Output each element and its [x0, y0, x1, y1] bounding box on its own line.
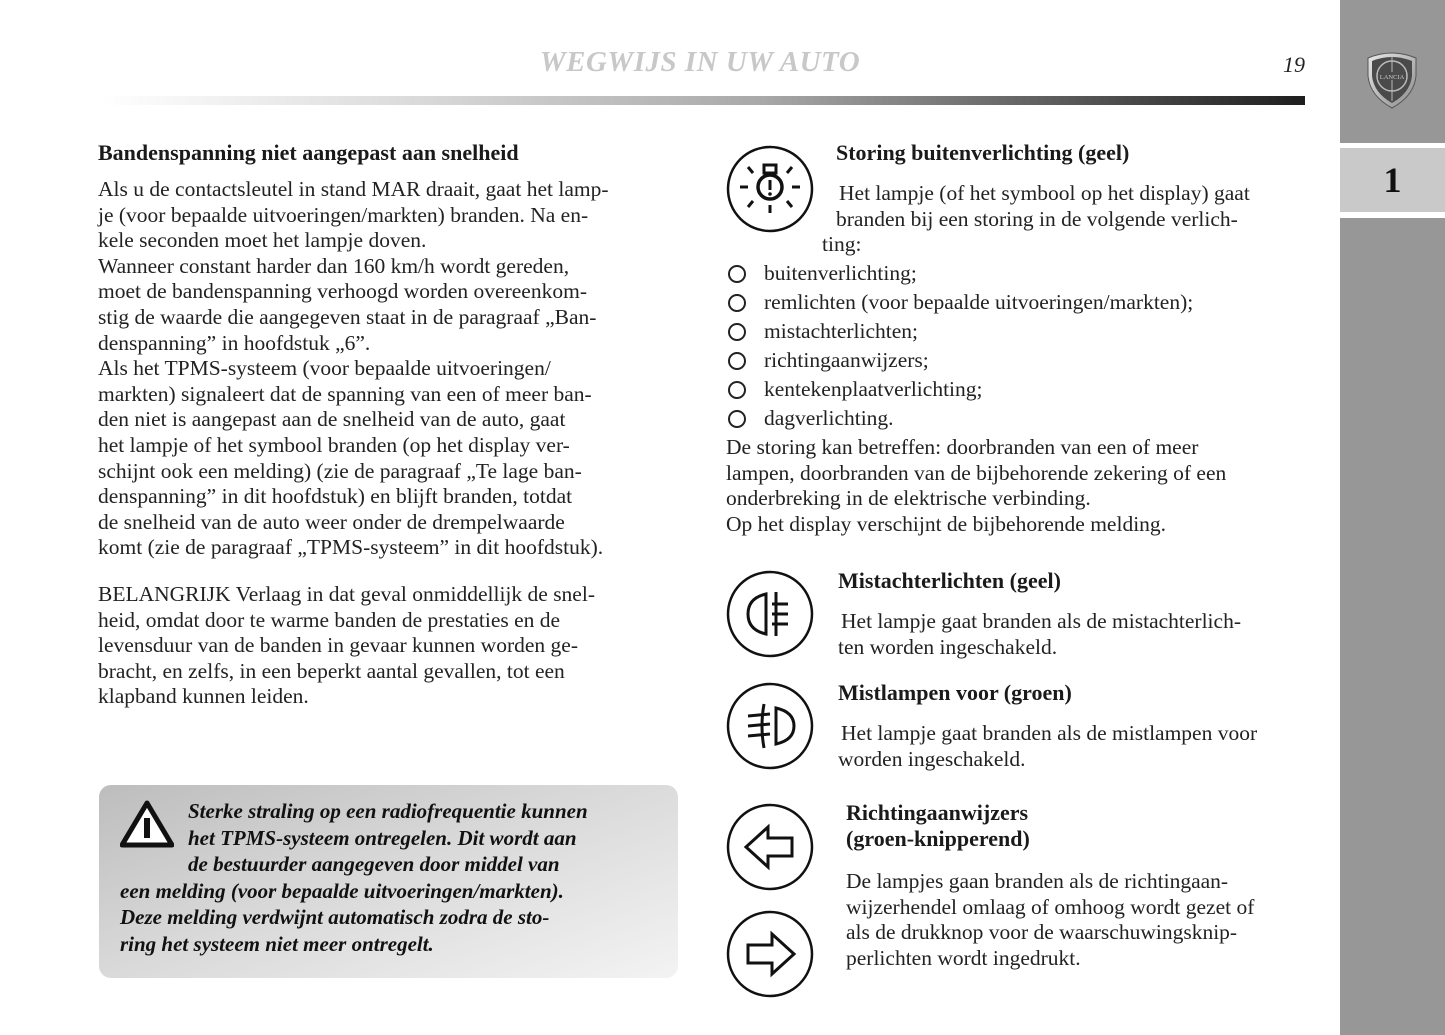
text-line: schijnt ook een melding) (zie de paragraaf „Te lage ban-: [98, 458, 582, 483]
text-line: lampen, doorbranden van de bijbehorende zekering of een: [726, 460, 1227, 485]
text-line: Sterke straling op een radiofrequentie kunnen: [188, 799, 588, 823]
text-line: het lampje of het symbool branden (op het display ver-: [98, 432, 570, 457]
text-line: ring het systeem niet meer ontregelt.: [120, 931, 434, 956]
list-item: buitenverlichting;: [726, 259, 1306, 288]
header-divider-bar: [100, 96, 1305, 105]
text-line: als de drukknop voor de waarschuwingsknip-: [846, 920, 1238, 945]
bullet-circle-icon: [728, 410, 746, 428]
text-line: denspanning” in hoofdstuk „6”.: [98, 330, 371, 355]
turn-right-arrow-icon: [726, 910, 814, 998]
exterior-light-failure-icon: [726, 145, 814, 233]
bullet-circle-icon: [728, 294, 746, 312]
text-line: Richtingaanwijzers: [846, 800, 1029, 825]
important-paragraph: [98, 582, 678, 710]
text-line: Op het display verschijnt de bijbehorende melding.: [726, 511, 1167, 536]
text-line: BELANGRIJK Verlaag in dat geval onmiddellijk de snel-: [98, 582, 595, 606]
svg-text:LANCIA: LANCIA: [1379, 74, 1405, 81]
title-front-fog: Mistlampen voor (groen): [838, 680, 1072, 705]
text-line: ten worden ingeschakeld.: [838, 634, 1058, 659]
turn-signals-text: [846, 869, 1308, 971]
text-line: denspanning” in dit hoofdstuk) en blijft branden, totdat: [98, 484, 573, 509]
text-line: een melding (voor bepaalde uitvoeringen/markten).: [120, 878, 564, 903]
text-line: De storing kan betreffen: doorbranden van een of meer: [726, 435, 1199, 459]
text-line: kele seconden moet het lampje doven.: [98, 228, 427, 253]
text-line: (groen-knipperend): [846, 826, 1030, 851]
text-line: je (voor bepaalde uitvoeringen/markten) branden. Na en-: [98, 202, 589, 227]
list-item: mistachterlichten;: [726, 317, 1306, 346]
text-line: heid, omdat door te warme banden de prestaties en de: [98, 607, 561, 632]
bullet-circle-icon: [728, 323, 746, 341]
turn-left-arrow-icon: [726, 803, 814, 891]
text-line: perlichten wordt ingedrukt.: [846, 945, 1081, 970]
rear-fog-light-icon: [726, 570, 814, 658]
text-line: Deze melding verdwijnt automatisch zodra de sto-: [120, 905, 550, 929]
list-item: dagverlichting.: [726, 404, 1306, 433]
text-line: bracht, en zelfs, in een beperkt aantal gevallen, tot een: [98, 658, 565, 683]
text-line: branden bij een storing in de volgende verlich-: [836, 206, 1238, 231]
running-header-title: WEGWIJS IN UW AUTO: [539, 46, 861, 78]
text-line: Het lampje (of het symbool op het display) gaat: [839, 181, 1250, 205]
front-fog-text: [838, 721, 1308, 772]
text-line: de bestuurder aangegeven door middel van: [188, 852, 560, 876]
list-item: remlichten (voor bepaalde uitvoeringen/markten);: [726, 288, 1306, 317]
bullet-circle-icon: [728, 265, 746, 283]
page-number: 19: [1283, 52, 1305, 77]
list-item: kentekenplaatverlichting;: [726, 375, 1306, 404]
chapter-tab-1[interactable]: 1: [1340, 148, 1445, 212]
text-line: Als het TPMS-systeem (voor bepaalde uitvoeringen/: [98, 356, 551, 381]
text-line: Als u de contactsleutel in stand MAR draait, gaat het lamp-: [98, 177, 609, 201]
sidebar-rest: [1340, 218, 1445, 1035]
exterior-light-outro: [726, 435, 1306, 537]
lancia-logo-icon: [1364, 48, 1420, 110]
text-line: markten) signaleert dat de spanning van een of meer ban-: [98, 381, 592, 406]
warning-text: [120, 798, 658, 957]
text-line: onderbreking in de elektrische verbinding.: [726, 486, 1091, 511]
text-line: het TPMS-systeem ontregelen. Dit wordt aan: [188, 825, 577, 850]
failure-lights-list: [726, 259, 1306, 433]
exterior-light-intro: [836, 181, 1306, 232]
text-line: Het lampje gaat branden als de mistlampen voor: [841, 721, 1258, 745]
text-line: Wanneer constant harder dan 160 km/h wordt gereden,: [98, 253, 570, 278]
exterior-light-intro-cont: ting:: [822, 232, 862, 256]
title-turn-signals: [846, 800, 1306, 852]
text-line: wijzerhendel omlaag of omhoog wordt gezet of: [846, 894, 1255, 919]
text-line: stig de waarde die aangegeven staat in de paragraaf „Ban-: [98, 304, 597, 329]
text-line: klapband kunnen leiden.: [98, 684, 309, 709]
text-line: den niet is aangepast aan de snelheid van de auto, gaat: [98, 407, 566, 432]
text-line: worden ingeschakeld.: [838, 746, 1026, 771]
text-line: moet de bandenspanning verhoogd worden overeenkom-: [98, 279, 587, 304]
bullet-circle-icon: [728, 381, 746, 399]
list-item: richtingaanwijzers;: [726, 346, 1306, 375]
section-title-tyre-pressure: Bandenspanning niet aangepast aan snelheid: [98, 140, 519, 165]
tyre-pressure-paragraph: [98, 177, 678, 561]
text-line: Het lampje gaat branden als de mistachterlich-: [841, 609, 1241, 633]
front-fog-light-icon: [726, 682, 814, 770]
title-exterior-light-failure: Storing buitenverlichting (geel): [836, 140, 1130, 165]
rear-fog-text: [838, 609, 1308, 660]
text-line: levensduur van de banden in gevaar kunnen worden ge-: [98, 633, 578, 658]
text-line: De lampjes gaan branden als de richtingaan-: [846, 869, 1229, 893]
bullet-circle-icon: [728, 352, 746, 370]
text-line: komt (zie de paragraaf „TPMS-systeem” in dit hoofdstuk).: [98, 535, 604, 560]
text-line: de snelheid van de auto weer onder de drempelwaarde: [98, 509, 565, 534]
title-rear-fog: Mistachterlichten (geel): [838, 568, 1061, 593]
